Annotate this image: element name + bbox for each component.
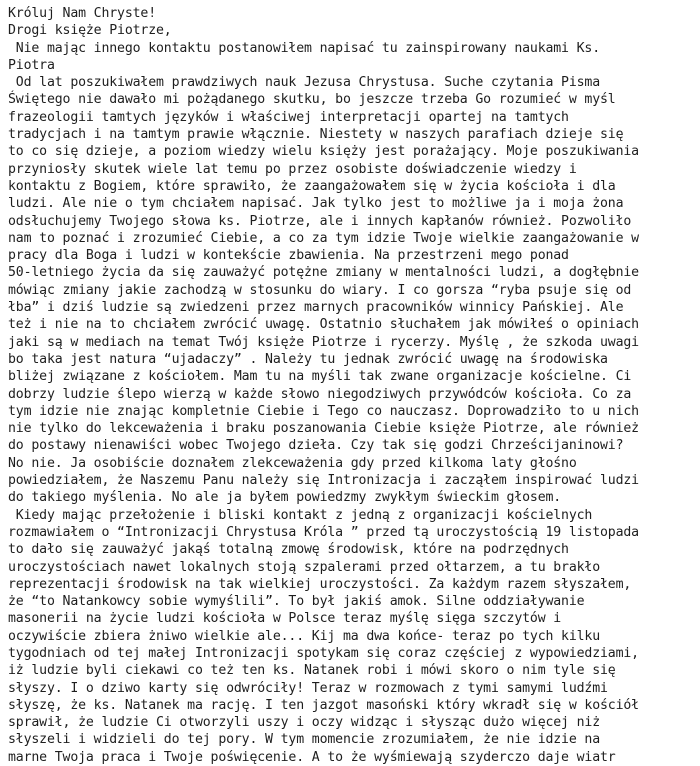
- letter-line: frazeologii tamtych języków i właściwej interpretacji opartej na tamtych: [8, 109, 569, 125]
- letter-line: słyszeli i widzieli do tej pory. W tym momencie zrozumiałem, że nie idzie na: [8, 732, 601, 748]
- letter-line: jaki są w mediach na temat Twój księże Piotrze i rycerzy. Myślę , że szkoda uwagi: [8, 334, 639, 350]
- letter-line: sprawił, że ludzie Ci otworzyli uszy i oczy widząc i słysząc dużo więcej niż: [8, 715, 601, 731]
- letter-line: nie tylko do lekceważenia i braku poszanowania Ciebie księże Piotrze, ale również: [8, 421, 639, 437]
- letter-line: tygodniach od tej małej Intronizacji spotykam się coraz częściej z wypowiedziami,: [8, 645, 639, 661]
- letter-line: kontaktu z Bogiem, które sprawiło, że zaangażowałem się w życia kościoła i dla: [8, 178, 616, 194]
- letter-line: marne Twoja praca i Twoje poświęcenie. A to że wyśmiewają szyderczo daje wiatr: [8, 749, 616, 765]
- letter-line: do postawy nienawiści wobec Twojego dzieła. Czy tak się godzi Chrześcijaninowi?: [8, 438, 624, 454]
- letter-line: oczywiście zbiera żniwo wielkie ale... Kij ma dwa końce- teraz po tych kilku: [8, 628, 601, 644]
- letter-line: masonerii na życie ludzi kościoła w Polsce teraz myślę sięga szczytów i: [8, 611, 562, 627]
- letter-line: do takiego myślenia. No ale ja byłem powiedzmy zwykłym świeckim głosem.: [8, 490, 562, 506]
- letter-line: Od lat poszukiwałem prawdziwych nauk Jezusa Chrystusa. Suche czytania Pisma: [8, 75, 601, 91]
- letter-line: powiedziałem, że Naszemu Panu należy się Intronizacja i zacząłem inspirować ludzi: [8, 473, 639, 489]
- letter-line: łba” i dziś ludzie są zwiedzeni przez marnych pracowników winnicy Pańskiej. Ale: [8, 300, 624, 316]
- letter-line: ludzi. Ale nie o tym chciałem napisać. Jak tylko jest to możliwe ja i moja żona: [8, 196, 624, 212]
- letter-line: rozmawiałem o “Intronizacji Chrystusa Króla ” przed tą uroczystością 19 listopada: [8, 524, 639, 540]
- letter-line: słyszę, że ks. Natanek ma rację. I ten jazgot masoński który wkradł się w kościół: [8, 697, 639, 713]
- letter-line: mówiąc zmiany jakie zachodzą w stosunku do wiary. I co gorsza “ryba psuje się od: [8, 282, 632, 298]
- letter-line: uroczystościach nawet lokalnych stoją szpalerami przed ołtarzem, a tu brakło: [8, 559, 601, 575]
- letter-line: też i nie na to chciałem zwrócić uwagę. Ostatnio słuchałem jak mówiłeś o opiniach: [8, 317, 639, 333]
- letter-line: dobrzy ludzie ślepo wierzą w każde słowo niegodziwych przywódców kościoła. Co za: [8, 386, 632, 402]
- letter-line: 50-letniego życia da się zauważyć potężne zmiany w mentalności ludzi, a dogłębnie: [8, 265, 639, 281]
- letter-line: tym idzie nie znając kompletnie Ciebie i Tego co nauczasz. Doprowadziło to u nich: [8, 403, 639, 419]
- letter-line: bo taka jest natura “ujadaczy” . Należy tu jednak zwrócić uwagę na środowiska: [8, 351, 608, 367]
- letter-line: reprezentacji środowisk na tak wielkiej uroczystości. Za każdym razem słyszałem,: [8, 576, 632, 592]
- letter-line: Piotra: [8, 57, 55, 73]
- letter-line: Świętego nie dawało mi pożądanego skutku, bo jeszcze trzeba Go rozumieć w myśl: [8, 92, 616, 108]
- letter-line: tradycjach i na tamtym prawie włącznie. Niestety w naszych parafiach dzieje się: [8, 127, 624, 143]
- letter-line: odsłuchujemy Twojego słowa ks. Piotrze, ale i innych kapłanów również. Pozwoliło: [8, 213, 632, 229]
- letter-line: słyszy. I o dziwo karty się odwróciły! Teraz w rozmowach z tymi samymi ludźmi: [8, 680, 608, 696]
- letter-line: No nie. Ja osobiście doznałem zlekceważenia gdy przed kilkoma laty głośno: [8, 455, 577, 471]
- letter-line: nam to poznać i zrozumieć Ciebie, a co za tym idzie Twoje wielkie zaangażowanie w: [8, 230, 639, 246]
- letter-line: to co się dzieje, a poziom wiedzy wielu księży jest porażający. Moje poszukiwania: [8, 144, 639, 160]
- letter-line: Nie mając innego kontaktu postanowiłem napisać tu zainspirowany naukami Ks.: [8, 40, 601, 56]
- letter-line: iż ludzie byli ciekawi co też ten ks. Natanek robi i mówi skoro o nim tyle się: [8, 663, 616, 679]
- letter-line: pracy dla Boga i ludzi w kontekście zbawienia. Na przestrzeni mego ponad: [8, 248, 569, 264]
- letter-line: Kiedy mając przełożenie i bliski kontakt z jedną z organizacji kościelnych: [8, 507, 593, 523]
- letter-line: to dało się zauważyć jakąś totalną zmowę środowisk, które na podrzędnych: [8, 542, 569, 558]
- letter-body: [8, 5, 698, 766]
- letter-line: przyniosły skutek wiele lat temu po przez osobiste doświadczenie wiedzy i: [8, 161, 577, 177]
- letter-line: że “to Natankowcy sobie wymyślili”. To był jakiś amok. Silne oddziaływanie: [8, 594, 585, 610]
- letter-line: bliżej związane z kościołem. Mam tu na myśli tak zwane organizacje kościelne. Ci: [8, 369, 632, 385]
- letter-line: Króluj Nam Chryste!: [8, 6, 157, 21]
- letter-line: Drogi księże Piotrze,: [8, 23, 172, 39]
